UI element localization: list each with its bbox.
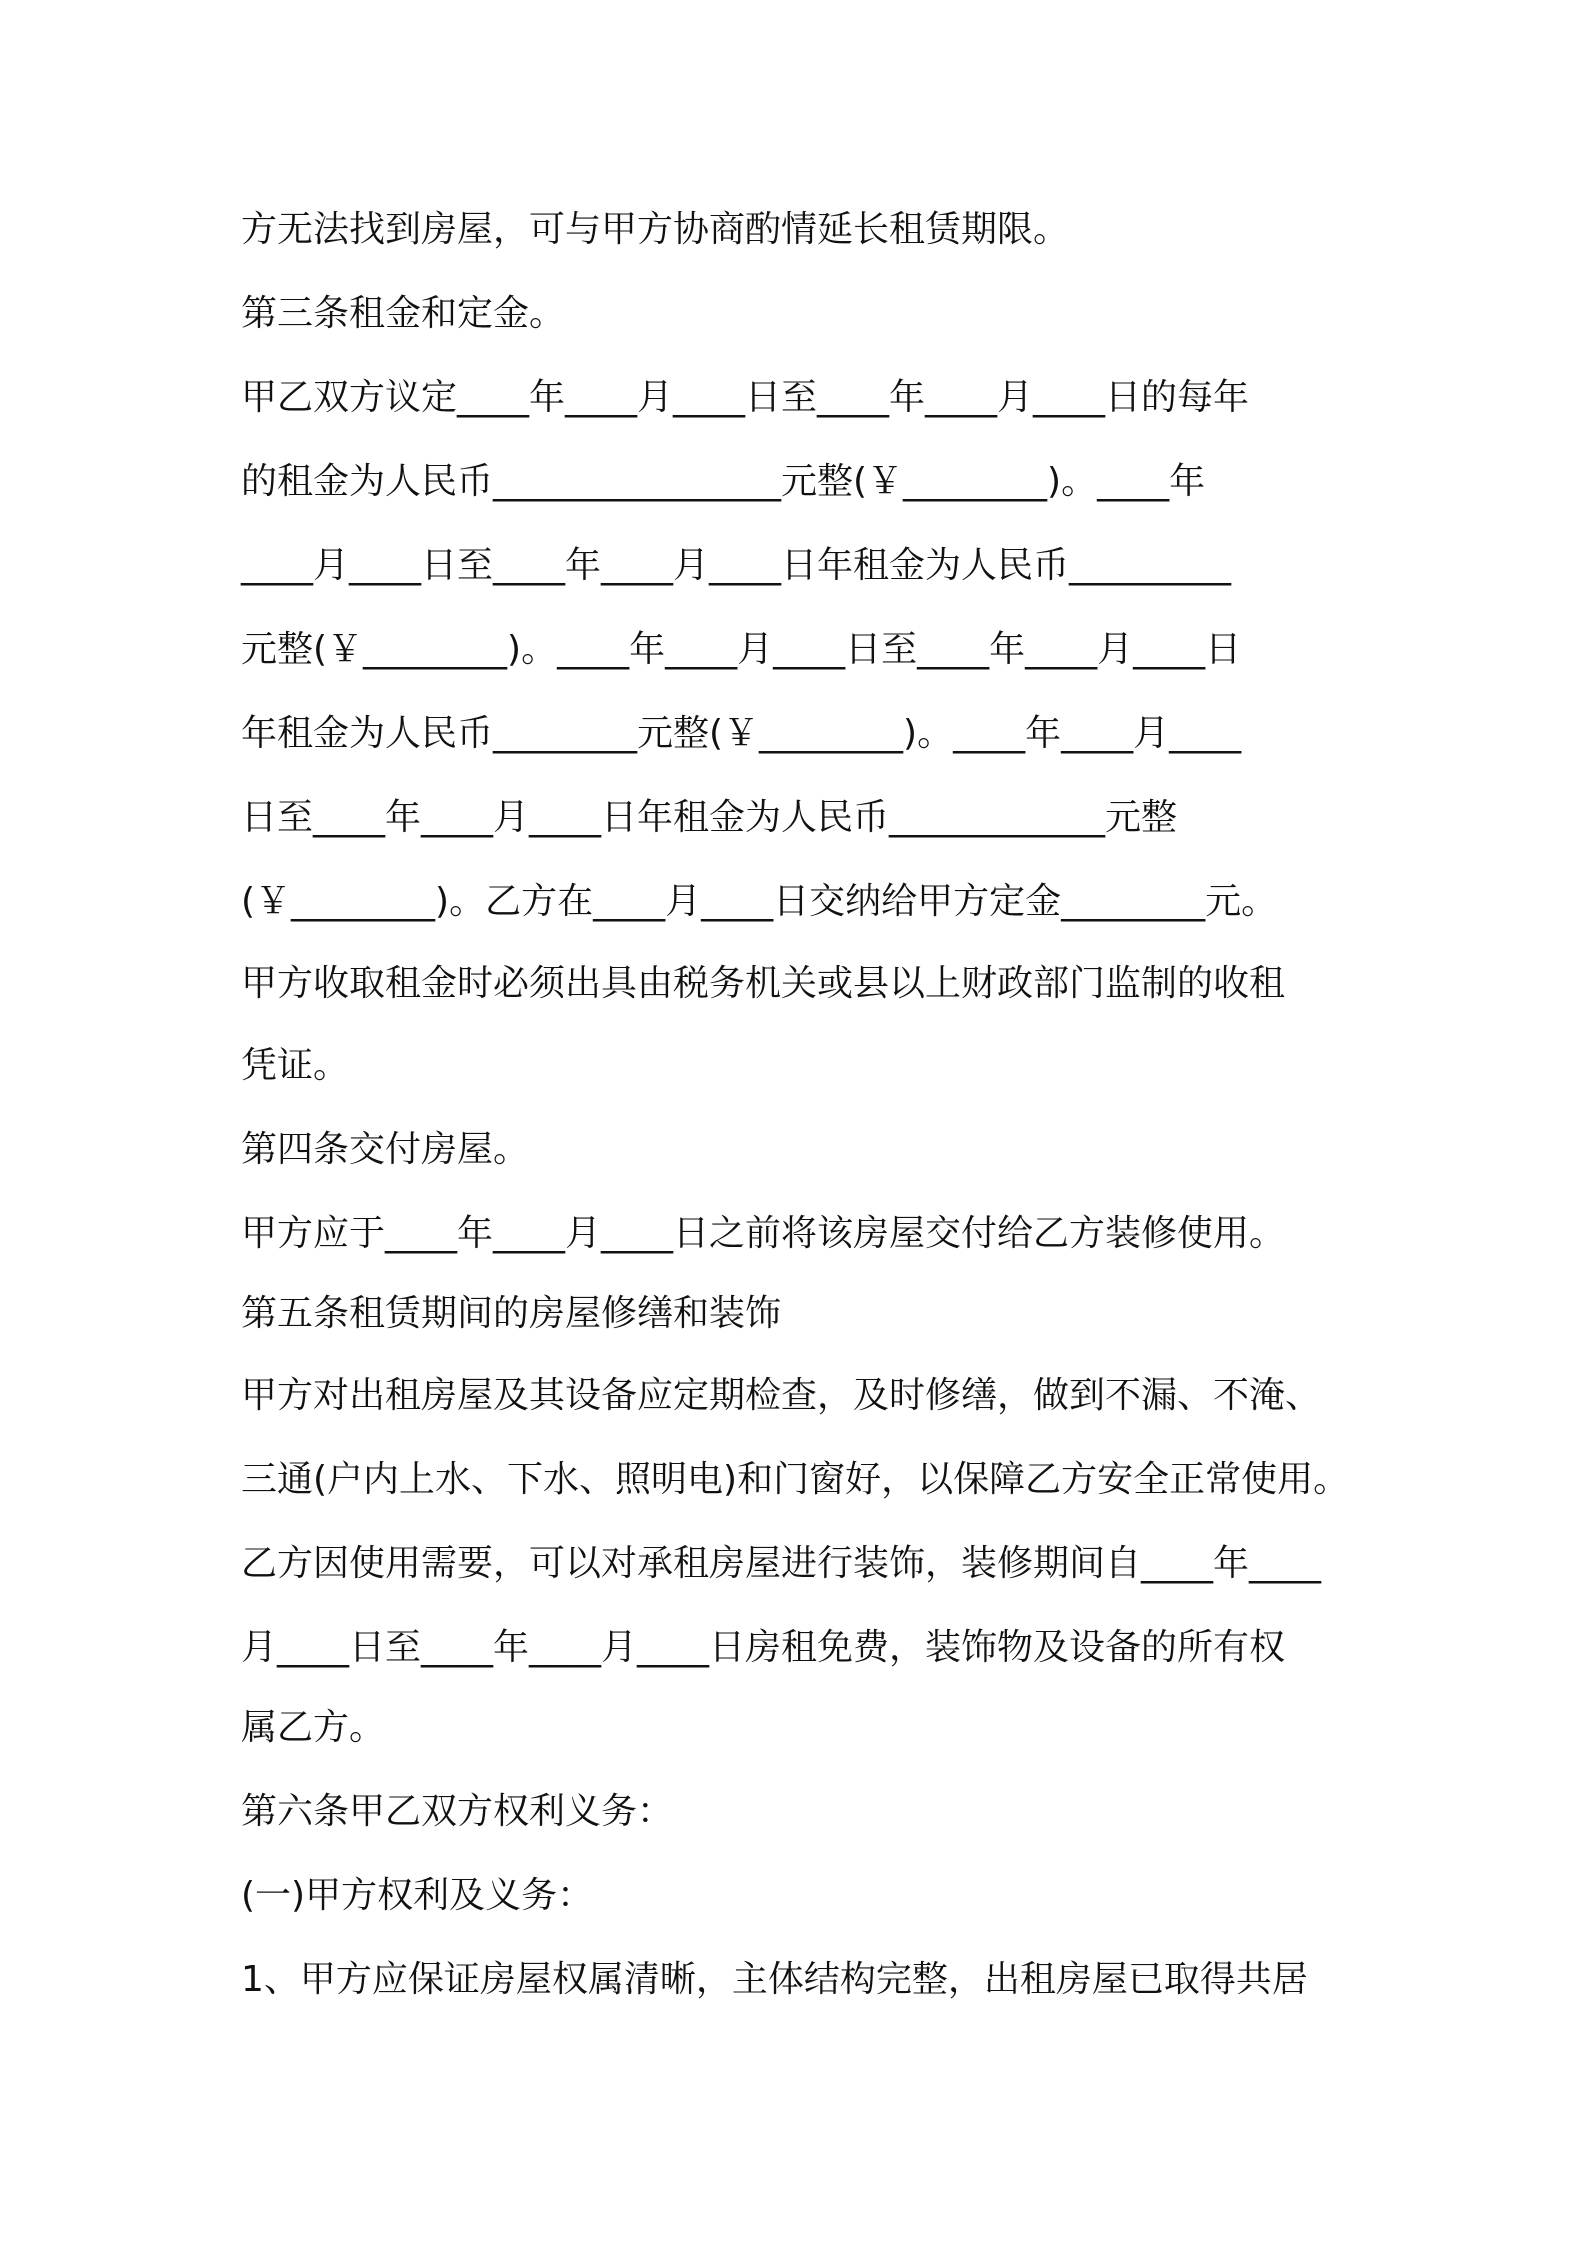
subsection-heading: (一)甲方权利及义务： xyxy=(241,1875,594,1916)
section-heading: 第六条甲乙双方权利义务： xyxy=(241,1791,674,1832)
text-line: 甲方应于____年____月____日之前将该房屋交付给乙方装修使用。 xyxy=(241,1213,1286,1254)
text-line: 的租金为人民币________________元整(￥________)。____年 xyxy=(241,461,1206,502)
text-line: 甲方对出租房屋及其设备应定期检查，及时修缮，做到不漏、不淹、 xyxy=(241,1375,1322,1416)
text-line: 甲乙双方议定____年____月____日至____年____月____日的每年 xyxy=(241,377,1250,418)
text-line: 日至____年____月____日年租金为人民币____________元整 xyxy=(241,797,1178,838)
text-line: 1、甲方应保证房屋权属清晰，主体结构完整，出租房屋已取得共居 xyxy=(241,1959,1308,2000)
text-line: 属乙方。 xyxy=(241,1707,386,1748)
section-heading: 第五条租赁期间的房屋修缮和装饰 xyxy=(241,1293,782,1334)
text-line: 凭证。 xyxy=(241,1045,350,1086)
text-line: 元整(￥________)。____年____月____日至____年____月____日 xyxy=(241,629,1242,670)
text-line: 方无法找到房屋，可与甲方协商酌情延长租赁期限。 xyxy=(241,209,1070,250)
text-line: ____月____日至____年____月____日年租金为人民币_________ xyxy=(241,545,1232,586)
section-heading: 第四条交付房屋。 xyxy=(241,1129,530,1170)
text-line: 三通(户内上水、下水、照明电)和门窗好，以保障乙方安全正常使用。 xyxy=(241,1459,1350,1500)
text-line: (￥________)。乙方在____月____日交纳给甲方定金________元。 xyxy=(241,881,1278,922)
text-line: 月____日至____年____月____日房租免费，装饰物及设备的所有权 xyxy=(241,1627,1286,1668)
text-line: 年租金为人民币________元整(￥________)。____年____月____ xyxy=(241,713,1242,754)
text-line: 乙方因使用需要，可以对承租房屋进行装饰，装修期间自____年____ xyxy=(241,1543,1322,1584)
section-heading: 第三条租金和定金。 xyxy=(241,293,566,334)
text-line: 甲方收取租金时必须出具由税务机关或县以上财政部门监制的收租 xyxy=(241,963,1286,1004)
